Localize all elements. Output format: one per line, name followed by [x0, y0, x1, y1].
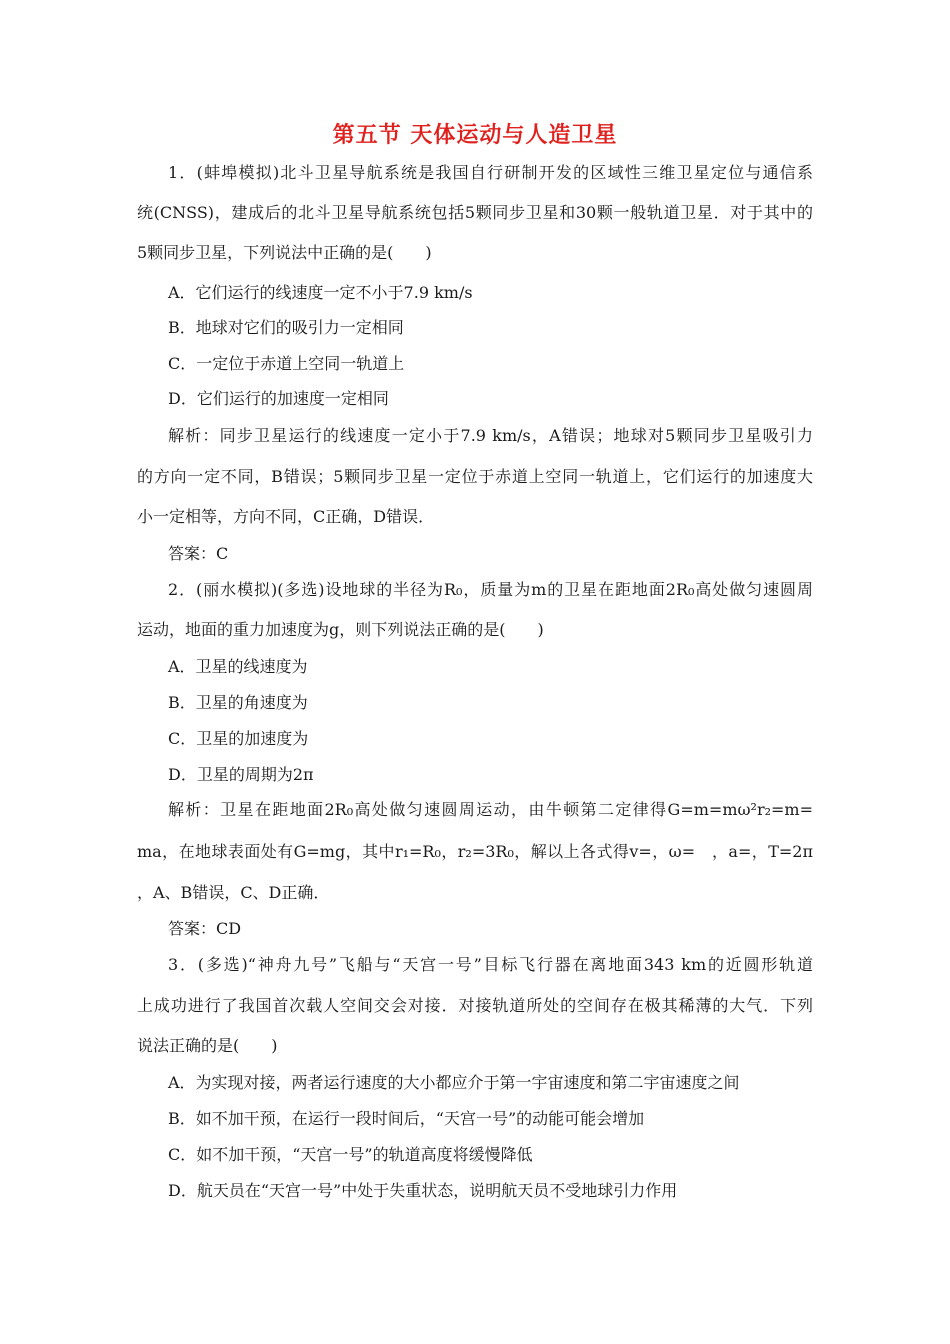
q3-option-a: A．为实现对接，两者运行速度的大小都应介于第一宇宙速度和第二宇宙速度之间: [168, 1073, 740, 1092]
q2-option-c: C．卫星的加速度为: [168, 729, 309, 748]
q2-stem-line1: 2．(丽水模拟)(多选)设地球的半径为R₀，质量为m的卫星在距地面2R₀高处做匀速圆周: [168, 580, 813, 599]
q1-analysis-line3: 小一定相等，方向不同，C正确，D错误．: [137, 507, 435, 526]
q1-option-a: A．它们运行的线速度一定不小于7.9 km/s: [168, 283, 473, 302]
q2-analysis-line1: 解析：卫星在距地面2R₀高处做匀速圆周运动，由牛顿第二定律得G=m=mω²r₂=m=: [168, 800, 813, 819]
q2-option-a: A．卫星的线速度为: [168, 657, 308, 676]
q1-stem-line3: 5颗同步卫星，下列说法中正确的是( ): [137, 243, 432, 262]
q1-option-d: D．它们运行的加速度一定相同: [168, 389, 389, 408]
q3-stem-line3: 说法正确的是( ): [137, 1036, 278, 1055]
q3-stem-line2: 上成功进行了我国首次载人空间交会对接．对接轨道所处的空间存在极其稀薄的大气．下列: [137, 996, 813, 1015]
q1-analysis-line2: 的方向一定不同，B错误；5颗同步卫星一定位于赤道上空同一轨道上，它们运行的加速度大: [137, 467, 813, 486]
q1-stem-line1: 1．(蚌埠模拟)北斗卫星导航系统是我国自行研制开发的区域性三维卫星定位与通信系: [168, 163, 813, 182]
q3-option-c: C．如不加干预，“天宫一号”的轨道高度将缓慢降低: [168, 1145, 533, 1164]
q3-option-d: D．航天员在“天宫一号”中处于失重状态，说明航天员不受地球引力作用: [168, 1181, 678, 1200]
q1-option-b: B．地球对它们的吸引力一定相同: [168, 318, 404, 337]
q2-analysis-line2: ma，在地球表面处有G=mg，其中r₁=R₀，r₂=3R₀，解以上各式得v=，ω= ，a=，T=2π: [137, 842, 813, 861]
q2-stem-line2: 运动，地面的重力加速度为g，则下列说法正确的是( ): [137, 620, 544, 639]
q2-option-d: D．卫星的周期为2π: [168, 765, 314, 784]
q1-option-c: C．一定位于赤道上空同一轨道上: [168, 354, 405, 373]
q1-answer: 答案：C: [168, 544, 229, 563]
q1-stem-line2: 统(CNSS)，建成后的北斗卫星导航系统包括5颗同步卫星和30颗一般轨道卫星．对于其中的: [137, 203, 813, 222]
q2-answer: 答案：CD: [168, 919, 242, 938]
q3-stem-line1: 3．(多选)“神舟九号”飞船与“天宫一号”目标飞行器在离地面343 km的近圆形轨道: [168, 955, 813, 974]
section-title: 第五节 天体运动与人造卫星: [332, 123, 618, 148]
q3-option-b: B．如不加干预，在运行一段时间后，“天宫一号”的动能可能会增加: [168, 1109, 645, 1128]
q1-analysis-line1: 解析：同步卫星运行的线速度一定小于7.9 km/s，A错误；地球对5颗同步卫星吸引力: [168, 426, 813, 445]
q2-analysis-line3: ，A、B错误，C、D正确．: [137, 883, 330, 902]
q2-option-b: B．卫星的角速度为: [168, 693, 308, 712]
